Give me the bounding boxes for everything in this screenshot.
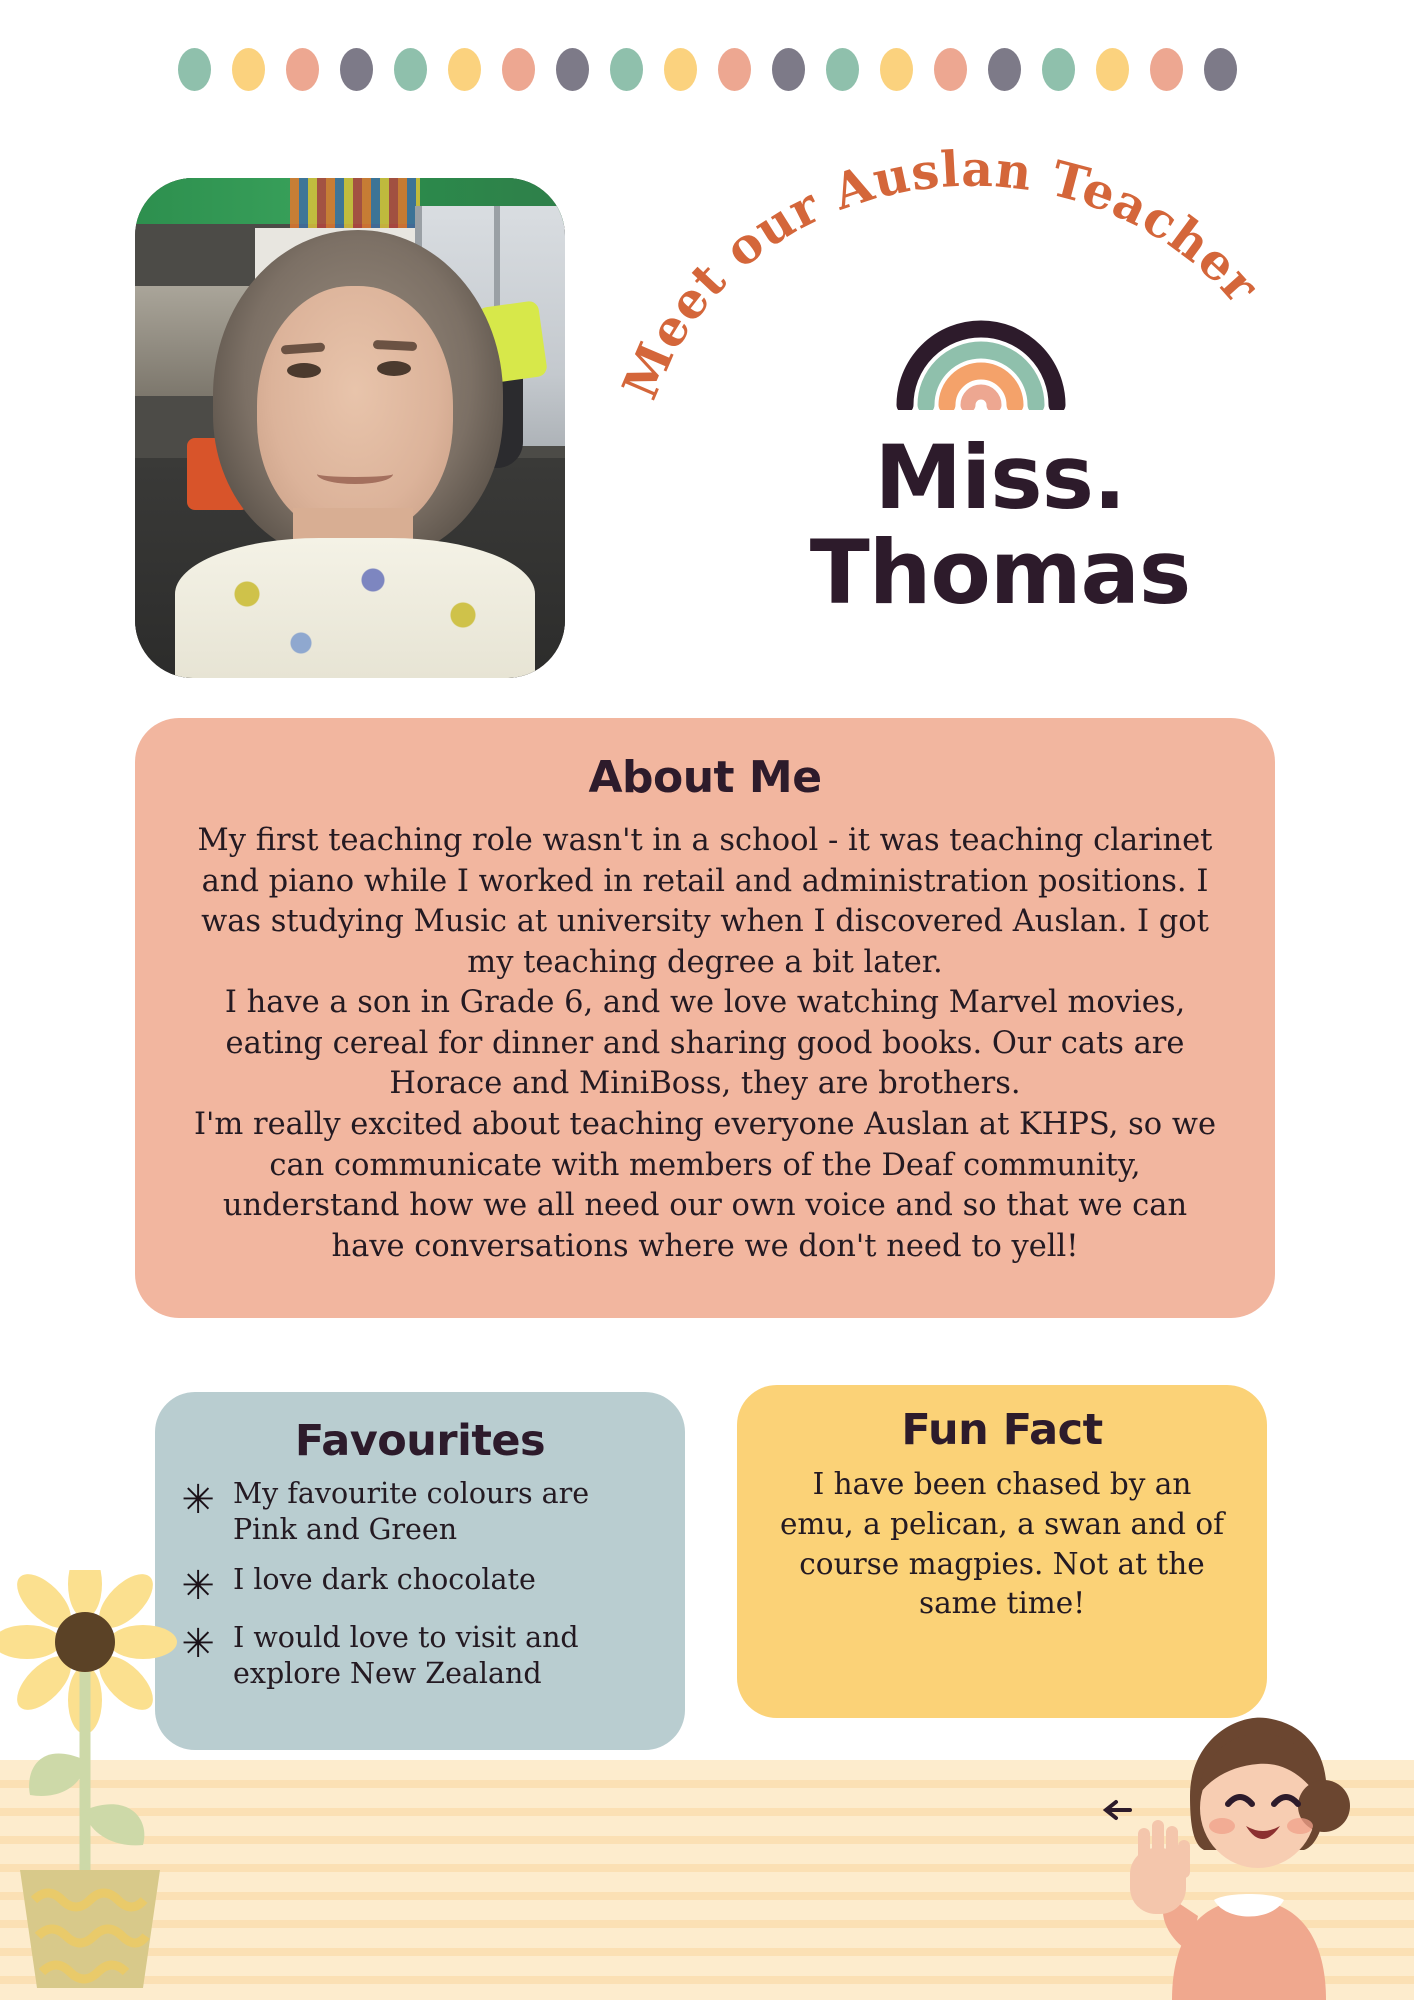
decorative-dot	[1042, 48, 1075, 91]
decorative-dot	[934, 48, 967, 91]
teacher-name-line1: Miss.	[874, 426, 1126, 529]
favourites-title: Favourites	[294, 1416, 546, 1466]
about-me-card	[135, 718, 1275, 1318]
asterisk-icon: ✳	[181, 1620, 215, 1667]
decorative-dot	[664, 48, 697, 91]
decorative-dot	[394, 48, 427, 91]
teacher-name-line2: Thomas	[809, 521, 1191, 625]
favourites-item-text: I love dark chocolate	[233, 1562, 536, 1596]
about-me-body	[185, 821, 1225, 1267]
decorative-dot	[718, 48, 751, 91]
decorative-dot	[880, 48, 913, 91]
decorative-dot-border	[0, 44, 1414, 94]
decorative-dot	[232, 48, 265, 91]
fun-fact-card	[737, 1385, 1267, 1718]
about-me-paragraph: I have a son in Grade 6, and we love watching Marvel movies, eating cereal for dinner and sharing good books. Our cats are Horace and MiniBoss, they are brothers.	[224, 985, 1186, 1102]
fun-fact-title: Fun Fact	[901, 1405, 1103, 1455]
decorative-dot	[1150, 48, 1183, 91]
sunflower-illustration	[0, 1570, 300, 2000]
teacher-photo	[135, 178, 565, 678]
asterisk-icon: ✳	[181, 1477, 215, 1523]
about-me-title: About Me	[588, 752, 822, 803]
about-me-paragraph: My first teaching role wasn't in a school - it was teaching clarinet and piano while I worked in retail and administration positions. I was studying Music at university when I discovered Auslan. I got my teaching degree a bit later.	[197, 823, 1213, 980]
decorative-dot	[340, 48, 373, 91]
decorative-dot	[448, 48, 481, 91]
curved-heading-text: Meet our Auslan Teacher	[610, 139, 1271, 408]
decorative-dot	[502, 48, 535, 91]
decorative-dot	[988, 48, 1021, 91]
decorative-dot	[826, 48, 859, 91]
about-me-paragraph: I'm really excited about teaching everyone Auslan at KHPS, so we can communicate with members of the Deaf community, understand how we all need our own voice and so that we can have conversations where we don't need to yell!	[193, 1106, 1216, 1264]
decorative-dot	[1096, 48, 1129, 91]
decorative-dot	[178, 48, 211, 91]
fun-fact-text: I have been chased by an emu, a pelican, a swan and of course magpies. Not at the same time!	[779, 1467, 1225, 1621]
rainbow-icon	[895, 300, 1067, 410]
decorative-dot	[286, 48, 319, 91]
favourites-item-text: My favourite colours are Pink and Green	[233, 1477, 590, 1546]
list-item	[181, 1476, 659, 1548]
waving-girl-illustration	[1094, 1700, 1404, 2000]
asterisk-icon: ✳	[181, 1562, 215, 1609]
decorative-dot	[610, 48, 643, 91]
teacher-name	[690, 426, 1310, 625]
decorative-dot	[1204, 48, 1237, 91]
decorative-dot	[556, 48, 589, 91]
favourites-item-text: I would love to visit and explore New Zealand	[233, 1620, 579, 1690]
decorative-dot	[772, 48, 805, 91]
